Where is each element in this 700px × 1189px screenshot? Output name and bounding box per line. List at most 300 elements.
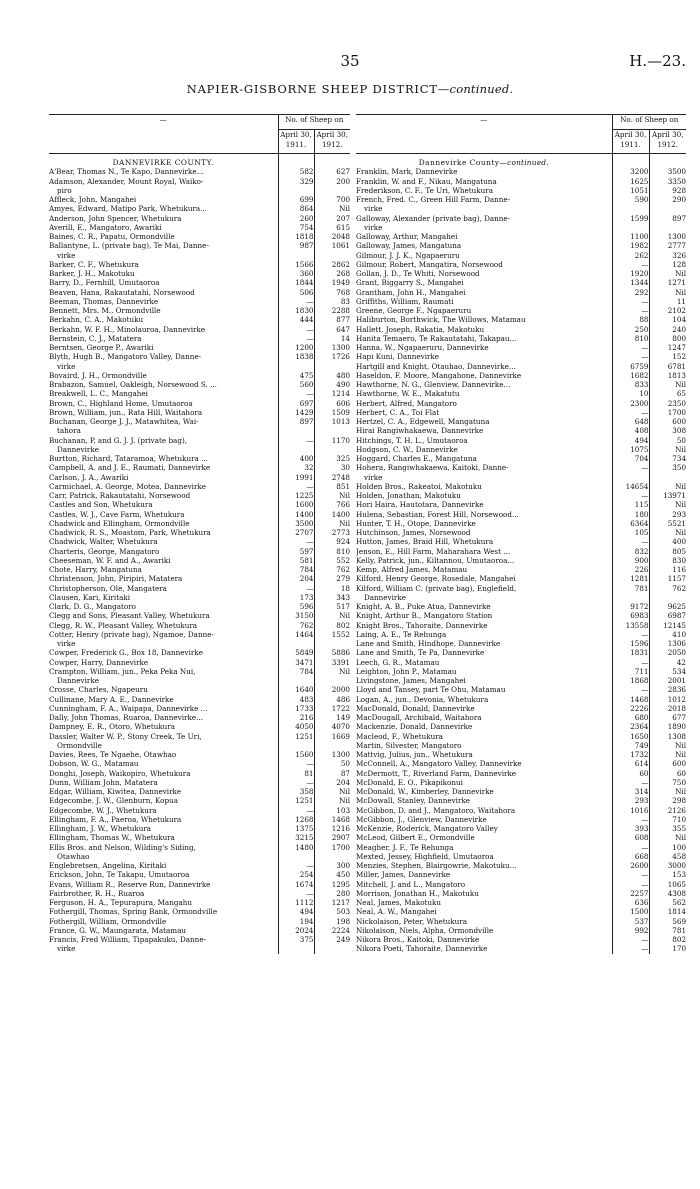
table-row (49, 334, 350, 343)
table-row (49, 565, 350, 574)
flock-owner: Dassler, Walter W. P., Stony Creek, Te Uri, (49, 732, 278, 741)
table-row (356, 843, 686, 852)
sheep-1911: 3471 (278, 658, 314, 667)
sheep-1912: 700 (336, 195, 351, 204)
flock-owner (356, 593, 612, 602)
sheep-1912: 410 (672, 629, 687, 639)
sheep-1911: 1674 (278, 880, 314, 889)
table-row (49, 944, 350, 953)
flock-owner: Logan, A., jun., Devonia, Whetukura (356, 695, 612, 704)
flock-owner: Clegg and Sons, Pleasant Valley, Whetukura (49, 611, 278, 620)
sheep-1911: 5849 (278, 648, 314, 657)
sheep-1912: 1157 (667, 574, 687, 584)
table-row (49, 195, 350, 204)
flock-owner: Neal, James, Makotuku (356, 898, 612, 907)
table-row (49, 288, 350, 297)
table-row (356, 658, 686, 667)
table-row (356, 167, 686, 176)
sheep-1911: 1464 (278, 630, 314, 639)
table-row (356, 204, 686, 213)
table-row (49, 519, 350, 528)
sheep-1912: Nil (675, 740, 687, 750)
sheep-1911: — (612, 815, 649, 824)
table-row (356, 769, 686, 778)
sheep-1911: — (612, 297, 649, 306)
sheep-1911: 1625 (612, 177, 649, 186)
sheep-1912: 170 (672, 944, 687, 954)
flock-owner: Laing, A. E., Te Rehunga (356, 630, 612, 639)
flock-owner: Brabazon, Samuel, Oakleigh, Norsewood S. ... (49, 380, 278, 389)
sheep-1911: 781 (612, 584, 649, 593)
sheep-1911: 1251 (278, 796, 314, 805)
table-row (356, 907, 686, 916)
sheep-1912: 1509 (331, 407, 351, 417)
sheep-1911: — (278, 806, 314, 815)
table-row (49, 759, 350, 768)
sheep-1911: 1268 (278, 815, 314, 824)
table-row (49, 639, 350, 648)
sheep-1912: 503 (336, 907, 351, 917)
table-row (49, 685, 350, 694)
sheep-1911: 608 (612, 833, 649, 842)
sheep-1911 (278, 362, 314, 371)
table-row (356, 685, 686, 694)
sheep-1911: 292 (612, 288, 649, 297)
flock-owner: Mexted, Jessey, Highfield, Umutaoroa (356, 852, 612, 861)
sheep-1911: 358 (278, 787, 314, 796)
table-row (356, 704, 686, 713)
sheep-1912: 600 (672, 759, 687, 769)
flock-owner: Bernstein, C. J., Matatera (49, 334, 278, 343)
table-row (356, 574, 686, 583)
flock-owner: Macleod, F., Whetukura (356, 732, 612, 741)
sheep-1911: 3215 (278, 833, 314, 842)
sheep-1912: Nil (675, 528, 687, 537)
sheep-1912: 486 (336, 694, 351, 704)
sheep-1911: — (278, 436, 314, 445)
flock-owner: Knight Bros., Tahoraite, Dannevirke (356, 621, 612, 630)
table-row (356, 732, 686, 741)
sheep-1911: — (612, 306, 649, 315)
sheep-1911: 360 (278, 269, 314, 278)
flock-owner: Lloyd and Tansey, part Te Ohu, Matamau (356, 685, 612, 694)
flock-owner: Cunningham, F. A., Waipapa, Dannevirke ... (49, 704, 278, 713)
sheep-1912: 1308 (667, 731, 687, 741)
flock-owner: Frederikson, C. F., Te Uri, Whetukura (356, 186, 612, 195)
flock-owner: Nikora Poeti, Tahoraite, Dannevirke (356, 944, 612, 953)
table-row (49, 167, 350, 176)
table-row (49, 463, 350, 472)
flock-owner: Gilmour, J. J. K., Ngapaeruru (356, 251, 612, 260)
sheep-1912: 293 (672, 509, 687, 519)
sheep-1912: 928 (672, 185, 687, 195)
sheep-1912 (314, 944, 350, 953)
table-row (356, 667, 686, 676)
table-row (49, 593, 350, 602)
table-row (356, 648, 686, 657)
flock-owner (49, 362, 278, 371)
table-row (49, 889, 350, 898)
flock-owner: Hertzel, C. A., Edgewell, Mangatuna (356, 417, 612, 426)
flock-owner: Christopherson, Ole, Mangatera (49, 584, 278, 593)
sheep-1911: 2024 (278, 926, 314, 935)
sheep-1911: 262 (612, 251, 649, 260)
flock-owner: Blyth, Hugh B., Mangatoro Valley, Danne- (49, 352, 278, 361)
flock-owner: Fairbrother, R. H., Ruaroa (49, 889, 278, 898)
table-row (356, 676, 686, 685)
flock-owner: McGibbon, J., Glenview, Dannevirke (356, 815, 612, 824)
flock-owner-continued: virke (364, 222, 383, 232)
flock-owner: Miller, James, Dannevirke (356, 870, 612, 879)
sheep-1912: 149 (336, 713, 351, 722)
sheep-1911 (612, 473, 649, 482)
sheep-1912: 450 (336, 870, 351, 880)
flock-owner: Dampney, E. R., Otoro, Whetukura (49, 722, 278, 731)
flock-owner: Averill, E., Mangatoro, Awariki (49, 223, 278, 232)
sheep-1911: 506 (278, 288, 314, 297)
sheep-1911 (278, 741, 314, 750)
flock-owner-continued: Dannevirke (57, 676, 99, 685)
flock-owner: Berntsen, George P., Awariki (49, 343, 278, 352)
sheep-1912: 128 (672, 259, 687, 269)
sheep-1911: 260 (278, 214, 314, 223)
flock-owner: McConnell, A., Mangatoro Valley, Dannevirke (356, 759, 612, 768)
table-row (49, 722, 350, 731)
sheep-1911: 173 (278, 593, 314, 602)
sheep-1911: 3200 (612, 167, 649, 176)
sheep-1912 (649, 593, 686, 602)
flock-owner: Donghi, Joseph, Waikopiro, Whetukura (49, 769, 278, 778)
sheep-1912: 103 (336, 805, 351, 815)
sheep-1912 (314, 676, 350, 685)
sheep-1912 (649, 223, 686, 232)
sheep-1911 (278, 944, 314, 953)
flock-owner: McKenzie, Roderick, Mangatoro Valley (356, 824, 612, 833)
table-row (356, 352, 686, 361)
sheep-1912 (649, 473, 686, 482)
sheep-1911: 1920 (612, 269, 649, 278)
table-row (49, 436, 350, 445)
sheep-1911: 1732 (612, 750, 649, 759)
sheep-1911: 711 (612, 667, 649, 676)
flock-owner: Barry, D., Fernhill, Umutaoroa (49, 278, 278, 287)
sheep-count-header: No. of Sheep on (278, 115, 350, 130)
flock-owner: Hutchinson, James, Norsewood (356, 528, 612, 537)
table-row (356, 722, 686, 731)
flock-owner: Cheeseman, W. F. and A., Awariki (49, 556, 278, 565)
flock-owner: Galloway, Arthur, Mangahei (356, 232, 612, 241)
sheep-1912: 4070 (331, 722, 351, 732)
flock-owner-continued: virke (364, 204, 383, 214)
flock-owner: Clark, D. G., Mangatoro (49, 602, 278, 611)
sheep-1912: 290 (672, 195, 687, 204)
sheep-1912: 1669 (331, 731, 351, 741)
sheep-1911: 14654 (612, 482, 649, 491)
flock-owner (356, 223, 612, 232)
table-row (356, 621, 686, 630)
sheep-1911: 194 (278, 917, 314, 926)
flock-owner: Francis, Fred William, Tipapakuku, Danne- (49, 935, 278, 944)
flock-owner: Knight, Arthur B., Mangatoro Station (356, 611, 612, 620)
sheep-1911: 1600 (278, 500, 314, 509)
sheep-1912: 6987 (667, 611, 687, 621)
name-column-header: — (356, 115, 612, 154)
flock-owner: Herbert, C. A., Toi Flat (356, 408, 612, 417)
table-row (49, 732, 350, 741)
table-row (356, 787, 686, 796)
table-row (356, 417, 686, 426)
county-name: Dannevirke County (418, 158, 500, 167)
table-row (356, 408, 686, 417)
flock-owner: Morrison, Jonathan H., Makotuku (356, 889, 612, 898)
flock-owner: Edgar, William, Kiwitea, Dannevirke (49, 787, 278, 796)
table-row (356, 833, 686, 842)
flock-owner: Buchanan, P. and G. J. J. (private bag), (49, 436, 278, 445)
flock-owner: Charteris, George, Mangatoro (49, 547, 278, 556)
table-row (49, 611, 350, 620)
sheep-1911: 2600 (612, 861, 649, 870)
sheep-count-header: No. of Sheep on (612, 115, 686, 130)
flock-owner: Kemp, Alfred James, Matamau (356, 565, 612, 574)
flock-owner: McLeod, Gilbert E., Ormondville (356, 833, 612, 842)
flock-owner: Barker, J. H., Makotuku (49, 269, 278, 278)
table-row (356, 195, 686, 204)
flock-owner: Ferguson, H. A., Tepurapura, Mangahu (49, 898, 278, 907)
flock-owner: McDonald, E. O., Pikapikonui (356, 778, 612, 787)
sheep-1912: 802 (672, 935, 687, 944)
flock-owner: Hitchings, T. H. L., Umutaoroa (356, 436, 612, 445)
table-row (356, 898, 686, 907)
table-row (356, 399, 686, 408)
flock-owner: Leighton, John P., Matamau (356, 667, 612, 676)
flock-owner: Kelly, Patrick, jun., Kiltannou, Umutaoroa... (356, 556, 612, 565)
table-row (49, 935, 350, 944)
table-row (49, 389, 350, 398)
name-column-header: — (49, 115, 278, 154)
sheep-1911: 400 (278, 454, 314, 463)
flock-owner: Hirai Rangiwhakaewa, Dannevirke (356, 426, 612, 435)
sheep-1911: 60 (612, 769, 649, 778)
sheep-1911: 648 (612, 417, 649, 426)
sheep-1912: 802 (336, 620, 351, 630)
sheep-1911 (278, 251, 314, 260)
sheep-1912: 343 (336, 592, 351, 602)
flock-owner: Berkahn, W. F. H., Minolauroa, Dannevirke (49, 325, 278, 334)
flock-owner (49, 639, 278, 648)
flock-owner (49, 445, 278, 454)
sheep-1912: 600 (672, 417, 687, 426)
flock-owner: MacDougall, Archibald, Waitahora (356, 713, 612, 722)
table-row (49, 778, 350, 787)
table-row (356, 852, 686, 861)
table-row (49, 241, 350, 250)
sheep-1912: 308 (672, 426, 687, 436)
sheep-1911: — (612, 944, 649, 953)
sheep-1912: 198 (336, 916, 351, 926)
table-row (49, 473, 350, 482)
table-row (49, 232, 350, 241)
flock-owner: Kilford, William C. (private bag), Englefield, (356, 584, 612, 593)
sheep-1911: 2300 (612, 399, 649, 408)
table-row (356, 806, 686, 815)
flock-owner: Crampton, William, jun., Peka Peka Nui, (49, 667, 278, 676)
sheep-1912: 2048 (331, 232, 351, 241)
table-row (356, 528, 686, 537)
table-row (49, 491, 350, 500)
sheep-1911: 992 (612, 926, 649, 935)
sheep-1911: 3150 (278, 611, 314, 620)
table-row (49, 547, 350, 556)
flock-owner: Franklin, Mark, Dannevirke (356, 167, 612, 176)
sheep-1911: 10 (612, 389, 649, 398)
table-row (356, 473, 686, 482)
sheep-1912: Nil (339, 787, 351, 796)
sheep-1912: 1468 (331, 814, 351, 824)
sheep-1912: 1813 (667, 370, 687, 380)
sheep-1912: 279 (336, 574, 351, 584)
flock-owner: Martin, Silvester, Mangatoro (356, 741, 612, 750)
sheep-1912: 3500 (667, 167, 687, 177)
flock-owner: Grantham, John H., Mangahei (356, 288, 612, 297)
sheep-1911: 1281 (612, 574, 649, 583)
sheep-1912: 268 (336, 269, 351, 278)
sheep-1912 (314, 251, 350, 260)
sheep-1912: 1722 (331, 703, 351, 713)
table-row (49, 824, 350, 833)
flock-owner: French, Fred. C., Green Hill Farm, Danne- (356, 195, 612, 204)
flock-owner-continued: virke (57, 250, 76, 260)
sheep-1912: 2836 (667, 685, 687, 695)
sheep-1912: Nil (675, 833, 687, 843)
flock-owner: Erickson, John, Te Takapu, Umutaoroa (49, 870, 278, 879)
table-row (356, 380, 686, 389)
flock-owner: Hanna, W., Ngapaeruru, Dannevirke (356, 343, 612, 352)
table-row (49, 787, 350, 796)
sheep-1911: 226 (612, 565, 649, 574)
flock-owner (49, 186, 278, 195)
sheep-1911 (278, 676, 314, 685)
sheep-1912: 924 (336, 537, 351, 547)
sheep-1912: 1214 (331, 389, 351, 399)
flock-owner: Buchanan, George J. J., Matawhitea, Wai- (49, 417, 278, 426)
table-row (356, 565, 686, 574)
table-row (49, 482, 350, 491)
table-row (356, 547, 686, 556)
sheep-1911: 900 (612, 556, 649, 565)
table-row (49, 537, 350, 546)
sheep-1911 (612, 223, 649, 232)
sheep-1911: 784 (278, 667, 314, 676)
sheep-1912: 517 (336, 602, 351, 611)
sheep-1911: — (278, 334, 314, 343)
sheep-1911: 6364 (612, 519, 649, 528)
flock-owner: Kilford, Henry George, Rosedale, Mangahei (356, 574, 612, 583)
sheep-1911: — (612, 685, 649, 694)
table-row (356, 917, 686, 926)
flock-owner-continued: virke (57, 944, 76, 954)
flock-owner: Breakwell, L. C., Mangahei (49, 389, 278, 398)
flock-owner: Mackenzie, Donald, Dannevirke (356, 722, 612, 731)
table-row (356, 741, 686, 750)
sheep-1912: 1700 (667, 407, 687, 417)
sheep-1911: — (612, 408, 649, 417)
sheep-1911: 832 (612, 547, 649, 556)
flock-owner-continued: Dannevirke (364, 592, 406, 602)
sheep-1911: 1100 (612, 232, 649, 241)
flock-owner: Edgecombe, W. J., Whetukura (49, 806, 278, 815)
sheep-1912: 766 (336, 500, 351, 510)
flock-owner: Beeman, Thomas, Dannevirke (49, 297, 278, 306)
sheep-1912 (314, 852, 350, 861)
flock-owner (49, 741, 278, 750)
sheep-1912: Nil (675, 481, 687, 491)
table-row (49, 269, 350, 278)
flock-owner-continued: virke (364, 472, 383, 482)
sheep-1911: 1016 (612, 806, 649, 815)
sheep-1912: 1300 (331, 343, 351, 352)
flock-owner: Brown, William, jun., Rata Hill, Waitahora (49, 408, 278, 417)
sheep-1911: — (612, 537, 649, 546)
table-row (49, 362, 350, 371)
flock-owner (49, 852, 278, 861)
flock-owner: Chadwick and Ellingham, Ormondville (49, 519, 278, 528)
sheep-1911: 254 (278, 870, 314, 879)
flock-owner: Burtton, Richard, Tataramoa, Whetukura ... (49, 454, 278, 463)
sheep-1911 (278, 852, 314, 861)
table-row (49, 260, 350, 269)
table-row (356, 241, 686, 250)
flock-owner: Nikora Bros., Kaitoki, Dannevirke (356, 935, 612, 944)
table-row (356, 880, 686, 889)
flock-owner: Clausen, Kari, Kiritaki (49, 593, 278, 602)
flock-owner: Livingstone, James, Mangahei (356, 676, 612, 685)
sheep-1911: — (612, 463, 649, 472)
sheep-1911: 704 (612, 454, 649, 463)
sheep-1912: 298 (672, 796, 687, 806)
sheep-1911: 4050 (278, 722, 314, 731)
sheep-1912: 2748 (331, 472, 351, 482)
sheep-1912: 152 (672, 352, 687, 362)
sheep-1911: — (278, 297, 314, 306)
table-row (356, 288, 686, 297)
table-row (49, 556, 350, 565)
table-row (49, 833, 350, 842)
flock-owner: Griffiths, William, Raumati (356, 297, 612, 306)
sheep-1912: 4308 (667, 888, 687, 898)
sheep-1912: 13971 (663, 491, 687, 500)
flock-owner: Fothergill, William, Ormondville (49, 917, 278, 926)
flock-owner: Bovaird, J. H., Ormondville (49, 371, 278, 380)
sheep-1912: 2862 (331, 259, 351, 269)
sheep-1912: 153 (672, 870, 687, 880)
table-row (49, 528, 350, 537)
sheep-1912: 647 (336, 324, 351, 334)
county-heading (356, 154, 612, 168)
sheep-1911: 1733 (278, 704, 314, 713)
sheep-1911: 1831 (612, 648, 649, 657)
sheep-1912: 325 (336, 454, 351, 463)
table-row (356, 297, 686, 306)
table-row (356, 463, 686, 472)
flock-owner: Baines, C. R., Papatu, Ormondville (49, 232, 278, 241)
table-row (49, 417, 350, 426)
table-row (49, 454, 350, 463)
sheep-1911: 1599 (612, 214, 649, 223)
table-row (356, 315, 686, 324)
sheep-1911: 537 (612, 917, 649, 926)
flock-owner: Holden Bros., Rakeatoi, Makotuku (356, 482, 612, 491)
flock-owner: Beaven, Hana, Rakautatahi, Norsewood (49, 288, 278, 297)
